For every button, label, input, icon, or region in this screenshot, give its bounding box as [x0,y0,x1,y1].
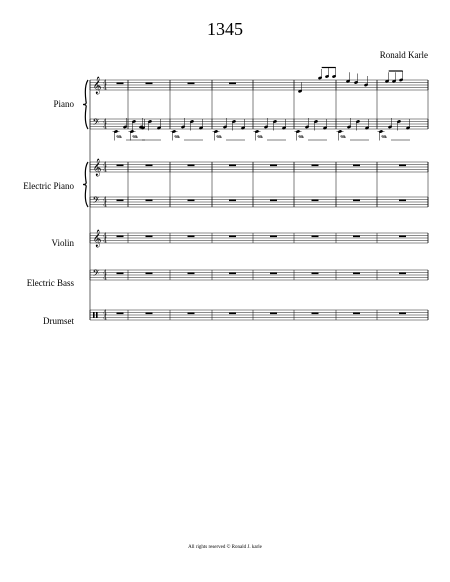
whole-rest-icon [146,236,153,238]
whole-rest-icon [229,273,236,275]
bass-clef-icon: 𝄢 [92,268,100,281]
whole-rest-icon [188,273,195,275]
whole-rest-icon [229,313,236,315]
whole-rest-icon [399,236,406,238]
copyright-footer: All rights reserved © Ronald J. karle [188,545,262,550]
time-signature-top: 4 [103,309,107,317]
pedal-mark-icon: 𝆮 [132,134,138,144]
whole-rest-icon [146,313,153,315]
whole-rest-icon [353,273,360,275]
whole-rest-icon [399,165,406,167]
whole-rest-icon [353,200,360,202]
bass-clef-icon: 𝄢 [92,195,100,208]
percussion-clef-icon [96,312,98,318]
whole-rest-icon [312,273,319,275]
whole-rest-icon [146,165,153,167]
whole-rest-icon [312,236,319,238]
whole-rest-icon [117,83,124,85]
staff-7 [90,310,428,320]
whole-rest-icon [188,236,195,238]
whole-rest-icon [188,165,195,167]
whole-rest-icon [270,165,277,167]
whole-rest-icon [229,200,236,202]
whole-rest-icon [270,200,277,202]
instrument-label-electric-piano: Electric Piano [23,181,74,191]
whole-rest-icon [312,313,319,315]
treble-clef-icon: 𝄞 [92,229,102,247]
whole-rest-icon [117,313,124,315]
staff-5 [90,233,428,243]
whole-rest-icon [399,200,406,202]
staff-1 [90,80,428,90]
whole-rest-icon [399,313,406,315]
whole-rest-icon [229,83,236,85]
pedal-mark-icon: 𝆮 [216,134,222,144]
pedal-mark-icon: 𝆮 [174,134,180,144]
whole-rest-icon [229,236,236,238]
whole-rest-icon [270,273,277,275]
percussion-clef-icon [93,312,95,318]
time-signature-top: 4 [103,161,107,169]
whole-rest-icon [353,313,360,315]
pedal-mark-icon: 𝆮 [116,134,122,144]
electric-piano-brace [83,162,88,207]
time-signature-bottom: 4 [103,201,107,209]
time-signature-bottom: 4 [103,237,107,245]
instrument-label-electric-bass: Electric Bass [26,278,74,288]
time-signature-bottom: 4 [103,314,107,322]
time-signature-top: 4 [103,196,107,204]
pedal-mark-icon: 𝆮 [340,134,346,144]
pedal-mark-icon: 𝆮 [381,134,387,144]
whole-rest-icon [188,200,195,202]
time-signature-bottom: 4 [103,123,107,131]
time-signature-top: 4 [103,118,107,126]
pedal-mark-icon: 𝆮 [298,134,304,144]
treble-clef-icon: 𝄞 [92,158,102,176]
whole-rest-icon [146,273,153,275]
whole-rest-icon [312,165,319,167]
time-signature-top: 4 [103,79,107,87]
score-title: 1345 [207,19,243,39]
whole-rest-icon [353,236,360,238]
composer-name: Ronald Karle [379,50,428,60]
whole-rest-icon [270,313,277,315]
time-signature-top: 4 [103,269,107,277]
staff-4 [90,197,428,207]
whole-rest-icon [270,236,277,238]
bass-clef-icon: 𝄢 [92,117,100,130]
whole-rest-icon [353,165,360,167]
whole-rest-icon [146,200,153,202]
whole-rest-icon [117,200,124,202]
time-signature-top: 4 [103,232,107,240]
whole-rest-icon [117,236,124,238]
time-signature-bottom: 4 [103,274,107,282]
whole-rest-icon [117,165,124,167]
piano-brace [83,80,88,129]
whole-rest-icon [117,273,124,275]
instrument-label-drumset: Drumset [43,316,74,326]
time-signature-bottom: 4 [103,166,107,174]
whole-rest-icon [312,200,319,202]
whole-rest-icon [399,273,406,275]
pedal-mark-icon: 𝆮 [257,134,263,144]
instrument-label-violin: Violin [51,238,74,248]
staff-3 [90,162,428,172]
whole-rest-icon [188,313,195,315]
whole-rest-icon [229,165,236,167]
staff-6 [90,270,428,280]
time-signature-bottom: 4 [103,84,107,92]
whole-rest-icon [146,83,153,85]
whole-rest-icon [188,83,195,85]
treble-clef-icon: 𝄞 [92,76,102,94]
instrument-label-piano: Piano [53,99,74,109]
